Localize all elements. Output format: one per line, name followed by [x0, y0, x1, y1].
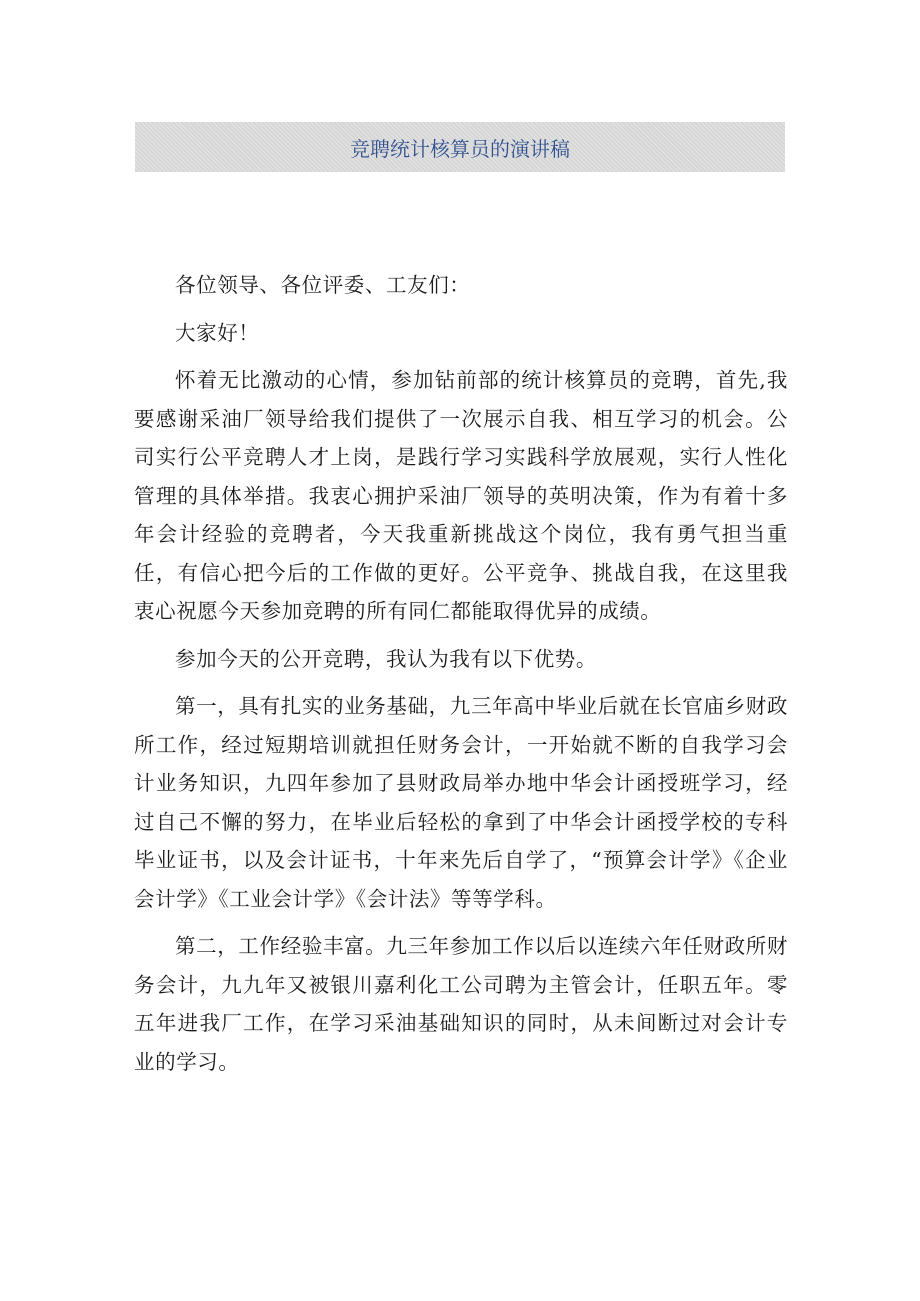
- paragraph-first: 第一，具有扎实的业务基础，九三年高中毕业后就在长官庙乡财政所工作，经过短期培训就担任财务会计，一开始就不断的自我学习会计业务知识，九四年参加了县财政局举办地中华会计函授班学习，经过自己不懈的努力，在毕业后轻松的拿到了中华会计函授学校的专科毕业证书，以及会计证书，十年来先后自学了，“预算会计学》《企业会计学》《工业会计学》《会计法》等等学科。: [134, 694, 788, 911]
- paragraph-second: 第二，工作经验丰富。九三年参加工作以后以连续六年任财政所财务会计，九九年又被银川嘉利化工公司聘为主管会计，任职五年。零五年进我厂工作，在学习采油基础知识的同时，从未间断过对会计专业的学习。: [134, 934, 788, 1074]
- paragraph-greeting: 各位领导、各位评委、工友们：: [175, 273, 471, 297]
- title-banner: [135, 122, 785, 172]
- paragraph-advantages: 参加今天的公开竞聘，我认为我有以下优势。: [175, 646, 597, 671]
- paragraph-intro: 怀着无比激动的心情，参加钻前部的统计核算员的竞聘，首先,我要感谢采油厂领导给我们提供了一次展示自我、相互学习的机会。公司实行公平竞聘人才上岗，是践行学习实践科学放展观，实行人性化管理的具体举措。我衷心拥护采油厂领导的英明决策，作为有着十多年会计经验的竞聘者，今天我重新挑战这个岗位，我有勇气担当重任，有信心把今后的工作做的更好。公平竞争、挑战自我，在这里我衷心祝愿今天参加竞聘的所有同仁都能取得优异的成绩。: [134, 368, 788, 623]
- document-body: [134, 266, 788, 1090]
- document-title: 竞聘统计核算员的演讲稿: [350, 136, 570, 161]
- paragraph-hello: 大家好！: [175, 320, 260, 345]
